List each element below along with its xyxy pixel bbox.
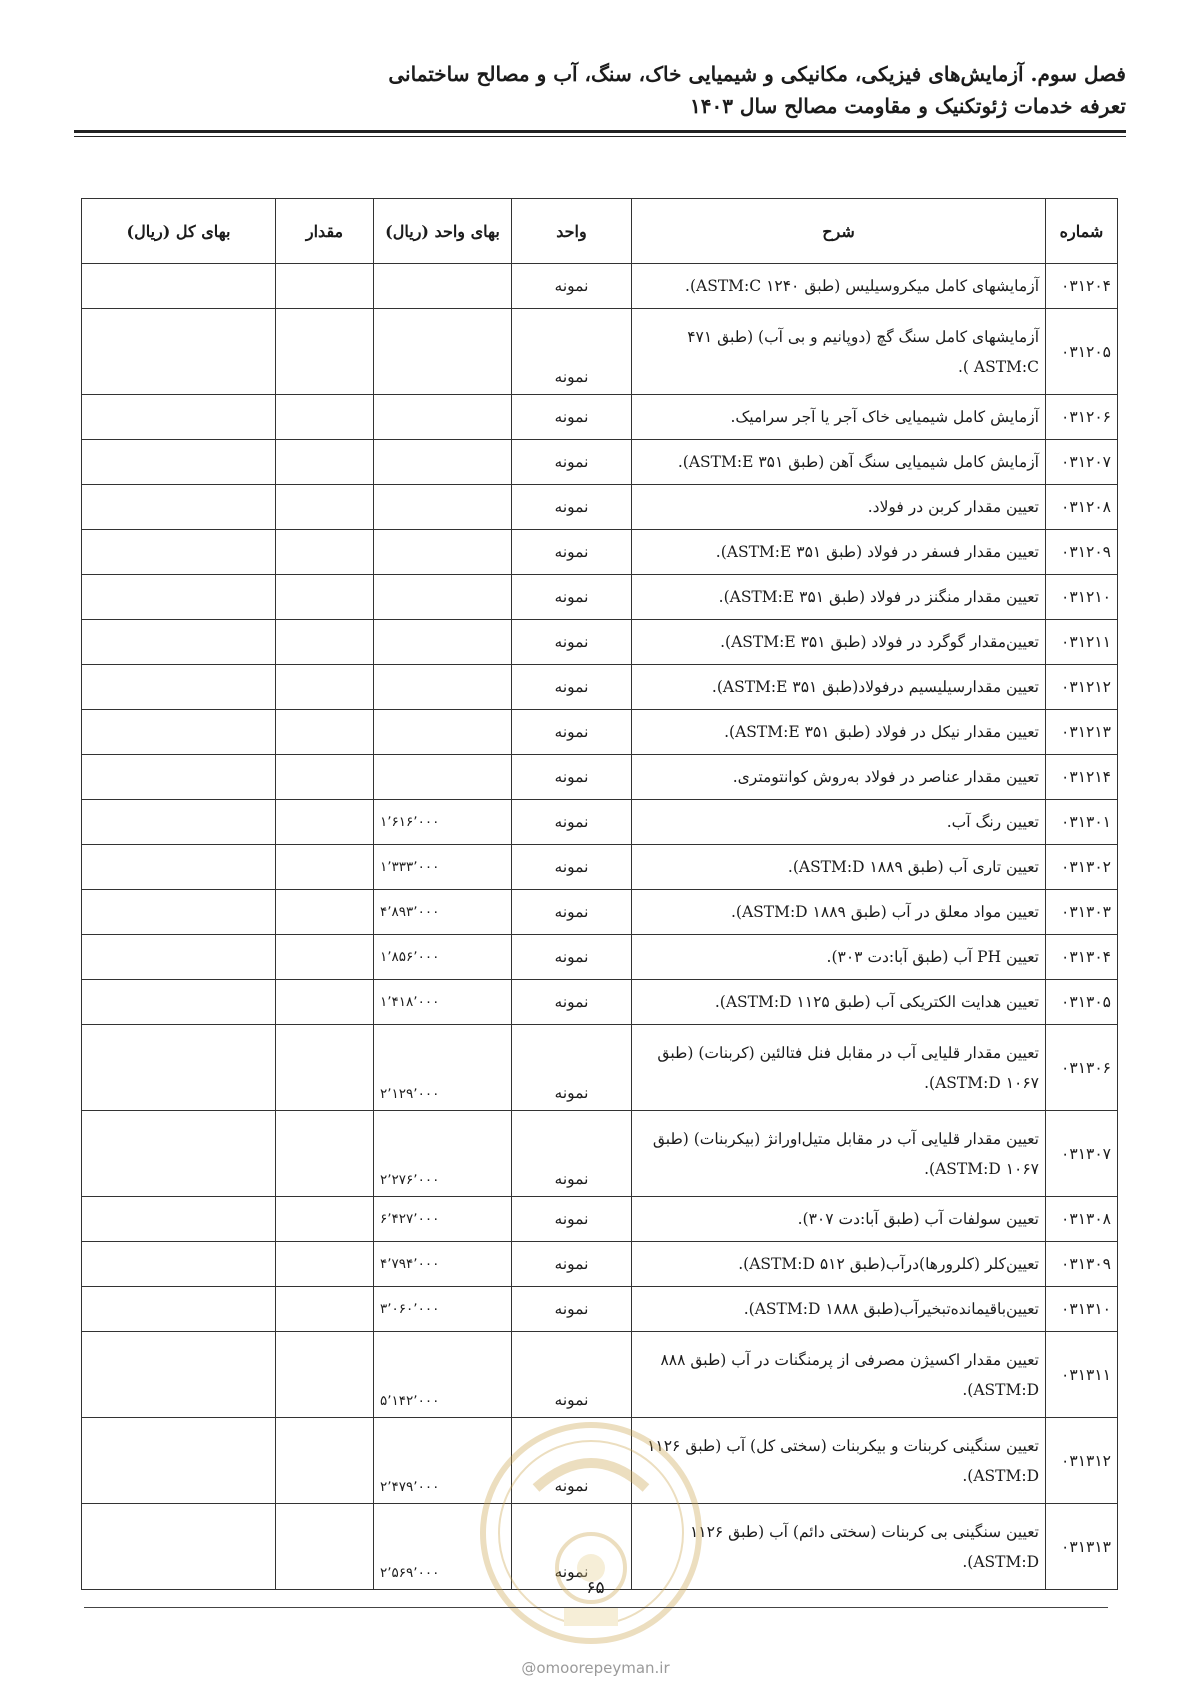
- row-unit-price: ۶٬۴۲۷٬۰۰۰: [374, 1197, 512, 1242]
- row-total-price: [82, 440, 276, 485]
- table-row: [82, 395, 1118, 440]
- row-total-price: [82, 980, 276, 1025]
- row-description: آزمایش کامل شیمیایی خاک آجر یا آجر سرامیک.: [632, 395, 1046, 440]
- row-total-price: [82, 665, 276, 710]
- row-quantity: [276, 1418, 374, 1504]
- row-quantity: [276, 890, 374, 935]
- row-number: ۰۳۱۳۱۲: [1046, 1418, 1118, 1504]
- row-description: تعیین مقدار فسفر در فولاد (طبق ۳۵۱ ASTM:E).: [632, 530, 1046, 575]
- table-row: [82, 710, 1118, 755]
- row-total-price: [82, 800, 276, 845]
- row-description: آزمایش کامل شیمیایی سنگ آهن (طبق ۳۵۱ ASTM:E).: [632, 440, 1046, 485]
- row-number: ۰۳۱۲۰۸: [1046, 485, 1118, 530]
- row-quantity: [276, 845, 374, 890]
- table-row: [82, 309, 1118, 395]
- table-row: [82, 755, 1118, 800]
- row-unit: نمونه: [512, 1332, 632, 1418]
- row-number: ۰۳۱۳۱۱: [1046, 1332, 1118, 1418]
- row-description: تعیین سولفات آب (طبق آبا:دت ۳۰۷).: [632, 1197, 1046, 1242]
- row-unit-price: ۴٬۸۹۳٬۰۰۰: [374, 890, 512, 935]
- row-description: تعیین مقدار نیکل در فولاد (طبق ۳۵۱ ASTM:E).: [632, 710, 1046, 755]
- row-description: تعیین مقدار منگنز در فولاد (طبق ۳۵۱ ASTM:E).: [632, 575, 1046, 620]
- row-total-price: [82, 1332, 276, 1418]
- row-unit-price: [374, 620, 512, 665]
- row-total-price: [82, 755, 276, 800]
- row-total-price: [82, 264, 276, 309]
- tariff-table: [81, 198, 1118, 1590]
- row-unit-price: [374, 575, 512, 620]
- row-unit: نمونه: [512, 395, 632, 440]
- table-row: [82, 440, 1118, 485]
- row-description: تعیین مقدارسیلیسیم درفولاد(طبق ۳۵۱ ASTM:E).: [632, 665, 1046, 710]
- row-unit: نمونه: [512, 575, 632, 620]
- row-number: ۰۳۱۳۰۷: [1046, 1111, 1118, 1197]
- row-number: ۰۳۱۳۰۲: [1046, 845, 1118, 890]
- row-description: تعیین هدایت الکتریکی آب (طبق ۱۱۲۵ ASTM:D).: [632, 980, 1046, 1025]
- row-unit: نمونه: [512, 485, 632, 530]
- row-unit: نمونه: [512, 440, 632, 485]
- col-header-description: شرح: [632, 199, 1046, 264]
- table-row: [82, 935, 1118, 980]
- row-quantity: [276, 980, 374, 1025]
- table-row: [82, 800, 1118, 845]
- row-total-price: [82, 530, 276, 575]
- header-rule-thick: [74, 130, 1126, 133]
- row-description: تعیین سنگینی بی کربنات (سختی دائم) آب (طبق ۱۱۲۶ ASTM:D).: [632, 1504, 1046, 1590]
- row-number: ۰۳۱۳۰۶: [1046, 1025, 1118, 1111]
- row-quantity: [276, 1287, 374, 1332]
- row-description: تعیین‌کلر (کلرورها)درآب(طبق ۵۱۲ ASTM:D).: [632, 1242, 1046, 1287]
- col-header-unit: واحد: [512, 199, 632, 264]
- row-quantity: [276, 264, 374, 309]
- row-quantity: [276, 440, 374, 485]
- row-total-price: [82, 1418, 276, 1504]
- table-row: [82, 845, 1118, 890]
- row-number: ۰۳۱۳۱۰: [1046, 1287, 1118, 1332]
- table-row: [82, 1332, 1118, 1418]
- row-unit-price: [374, 710, 512, 755]
- row-unit-price: [374, 309, 512, 395]
- table-row: [82, 1025, 1118, 1111]
- row-total-price: [82, 890, 276, 935]
- row-number: ۰۳۱۳۰۹: [1046, 1242, 1118, 1287]
- row-description: تعیین‌باقیمانده‌تبخیرآب(طبق ۱۸۸۸ ASTM:D).: [632, 1287, 1046, 1332]
- row-unit-price: ۲٬۴۷۹٬۰۰۰: [374, 1418, 512, 1504]
- table-row: [82, 1504, 1118, 1590]
- table-row: [82, 264, 1118, 309]
- row-unit-price: [374, 755, 512, 800]
- col-header-unit-price: بهای واحد (ریال): [374, 199, 512, 264]
- row-unit: نمونه: [512, 264, 632, 309]
- row-description: تعیین‌مقدار گوگرد در فولاد (طبق ۳۵۱ ASTM:E).: [632, 620, 1046, 665]
- row-total-price: [82, 1287, 276, 1332]
- row-unit: نمونه: [512, 530, 632, 575]
- row-description: آزمایشهای کامل سنگ گچ (دوپانیم و بی آب) (طبق ۴۷۱ ASTM:C ).: [632, 309, 1046, 395]
- row-number: ۰۳۱۳۰۱: [1046, 800, 1118, 845]
- row-quantity: [276, 1197, 374, 1242]
- row-unit-price: ۱٬۴۱۸٬۰۰۰: [374, 980, 512, 1025]
- row-description: تعیین مقدار عناصر در فولاد به‌روش کوانتومتری.: [632, 755, 1046, 800]
- row-number: ۰۳۱۲۱۴: [1046, 755, 1118, 800]
- row-total-price: [82, 309, 276, 395]
- table-row: [82, 1197, 1118, 1242]
- row-number: ۰۳۱۲۰۴: [1046, 264, 1118, 309]
- table-header-row: [82, 199, 1118, 264]
- row-total-price: [82, 1242, 276, 1287]
- table-row: [82, 980, 1118, 1025]
- row-number: ۰۳۱۲۰۶: [1046, 395, 1118, 440]
- row-unit: نمونه: [512, 710, 632, 755]
- row-unit: نمونه: [512, 620, 632, 665]
- row-quantity: [276, 665, 374, 710]
- row-description: تعیین تاری آب (طبق ۱۸۸۹ ASTM:D).: [632, 845, 1046, 890]
- row-quantity: [276, 1504, 374, 1590]
- row-total-price: [82, 1197, 276, 1242]
- col-header-total-price: بهای کل (ریال): [82, 199, 276, 264]
- header-rule-thin: [74, 136, 1126, 137]
- row-unit: نمونه: [512, 1418, 632, 1504]
- row-number: ۰۳۱۲۱۲: [1046, 665, 1118, 710]
- table-row: [82, 890, 1118, 935]
- table-row: [82, 665, 1118, 710]
- row-number: ۰۳۱۲۱۱: [1046, 620, 1118, 665]
- row-unit: نمونه: [512, 1111, 632, 1197]
- row-quantity: [276, 1025, 374, 1111]
- row-unit: نمونه: [512, 935, 632, 980]
- row-unit: نمونه: [512, 1197, 632, 1242]
- row-number: ۰۳۱۲۰۷: [1046, 440, 1118, 485]
- row-unit: نمونه: [512, 1025, 632, 1111]
- table-row: [82, 1287, 1118, 1332]
- row-number: ۰۳۱۳۰۵: [1046, 980, 1118, 1025]
- row-unit: نمونه: [512, 1287, 632, 1332]
- row-unit-price: [374, 530, 512, 575]
- chapter-title: فصل سوم. آزمایش‌های فیزیکی، مکانیکی و شیمیایی خاک، سنگ، آب و مصالح ساختمانی: [388, 62, 1126, 86]
- row-unit-price: ۴٬۷۹۴٬۰۰۰: [374, 1242, 512, 1287]
- row-quantity: [276, 800, 374, 845]
- row-total-price: [82, 485, 276, 530]
- row-unit-price: ۱٬۳۳۳٬۰۰۰: [374, 845, 512, 890]
- row-quantity: [276, 575, 374, 620]
- row-number: ۰۳۱۳۰۴: [1046, 935, 1118, 980]
- row-description: تعیین مقدار قلیایی آب در مقابل متیل‌اورانژ (بیکربنات) (طبق ۱۰۶۷ ASTM:D).: [632, 1111, 1046, 1197]
- row-unit-price: ۳٬۰۶۰٬۰۰۰: [374, 1287, 512, 1332]
- row-number: ۰۳۱۳۱۳: [1046, 1504, 1118, 1590]
- footer-rule: [84, 1607, 1108, 1608]
- page-number: ۶۵: [586, 1578, 605, 1598]
- table-row: [82, 1418, 1118, 1504]
- table-body: [82, 264, 1118, 1590]
- row-unit-price: [374, 440, 512, 485]
- row-unit-price: [374, 485, 512, 530]
- row-total-price: [82, 1111, 276, 1197]
- row-description: تعیین مواد معلق در آب (طبق ۱۸۸۹ ASTM:D).: [632, 890, 1046, 935]
- row-number: ۰۳۱۳۰۸: [1046, 1197, 1118, 1242]
- row-unit-price: ۲٬۲۷۶٬۰۰۰: [374, 1111, 512, 1197]
- row-description: تعیین مقدار اکسیژن مصرفی از پرمنگنات در آب (طبق ۸۸۸ ASTM:D).: [632, 1332, 1046, 1418]
- row-unit: نمونه: [512, 890, 632, 935]
- row-total-price: [82, 1504, 276, 1590]
- row-unit: نمونه: [512, 755, 632, 800]
- row-total-price: [82, 845, 276, 890]
- row-unit: نمونه: [512, 800, 632, 845]
- row-description: تعیین مقدار کربن در فولاد.: [632, 485, 1046, 530]
- row-quantity: [276, 755, 374, 800]
- row-quantity: [276, 620, 374, 665]
- row-unit: نمونه: [512, 309, 632, 395]
- row-number: ۰۳۱۲۱۰: [1046, 575, 1118, 620]
- row-description: تعیین رنگ آب.: [632, 800, 1046, 845]
- row-description: تعیین مقدار قلیایی آب در مقابل فنل فتالئین (کربنات) (طبق ۱۰۶۷ ASTM:D).: [632, 1025, 1046, 1111]
- row-quantity: [276, 935, 374, 980]
- row-number: ۰۳۱۲۰۹: [1046, 530, 1118, 575]
- row-description: تعیین PH آب (طبق آبا:دت ۳۰۳).: [632, 935, 1046, 980]
- row-unit: نمونه: [512, 845, 632, 890]
- row-unit: نمونه: [512, 665, 632, 710]
- row-unit-price: ۱٬۶۱۶٬۰۰۰: [374, 800, 512, 845]
- row-unit-price: ۵٬۱۴۲٬۰۰۰: [374, 1332, 512, 1418]
- row-unit-price: [374, 665, 512, 710]
- row-total-price: [82, 1025, 276, 1111]
- row-number: ۰۳۱۲۰۵: [1046, 309, 1118, 395]
- row-unit-price: ۲٬۱۲۹٬۰۰۰: [374, 1025, 512, 1111]
- row-total-price: [82, 575, 276, 620]
- row-quantity: [276, 710, 374, 755]
- row-unit-price: [374, 395, 512, 440]
- table-row: [82, 575, 1118, 620]
- row-quantity: [276, 1332, 374, 1418]
- row-description: آزمایشهای کامل میکروسیلیس (طبق ۱۲۴۰ ASTM:C).: [632, 264, 1046, 309]
- row-total-price: [82, 935, 276, 980]
- row-unit: نمونه: [512, 1504, 632, 1590]
- col-header-number: شماره: [1046, 199, 1118, 264]
- row-total-price: [82, 620, 276, 665]
- row-unit: نمونه: [512, 1242, 632, 1287]
- row-unit: نمونه: [512, 980, 632, 1025]
- row-unit-price: ۲٬۵۶۹٬۰۰۰: [374, 1504, 512, 1590]
- row-unit-price: ۱٬۸۵۶٬۰۰۰: [374, 935, 512, 980]
- row-quantity: [276, 395, 374, 440]
- table-row: [82, 620, 1118, 665]
- table-row: [82, 1242, 1118, 1287]
- table-row: [82, 1111, 1118, 1197]
- row-quantity: [276, 485, 374, 530]
- row-quantity: [276, 530, 374, 575]
- row-total-price: [82, 395, 276, 440]
- row-number: ۰۳۱۲۱۳: [1046, 710, 1118, 755]
- document-subtitle: تعرفه خدمات ژئوتکنیک و مقاومت مصالح سال ۱۴۰۳: [689, 94, 1126, 118]
- row-unit-price: [374, 264, 512, 309]
- footer-watermark-url: @omoorepeyman.ir: [521, 1659, 670, 1677]
- page-header: [74, 58, 1126, 122]
- row-quantity: [276, 1242, 374, 1287]
- table-row: [82, 530, 1118, 575]
- row-quantity: [276, 1111, 374, 1197]
- table-row: [82, 485, 1118, 530]
- row-total-price: [82, 710, 276, 755]
- row-quantity: [276, 309, 374, 395]
- row-number: ۰۳۱۳۰۳: [1046, 890, 1118, 935]
- col-header-quantity: مقدار: [276, 199, 374, 264]
- row-description: تعیین سنگینی کربنات و بیکربنات (سختی کل) آب (طبق ۱۱۲۶ ASTM:D).: [632, 1418, 1046, 1504]
